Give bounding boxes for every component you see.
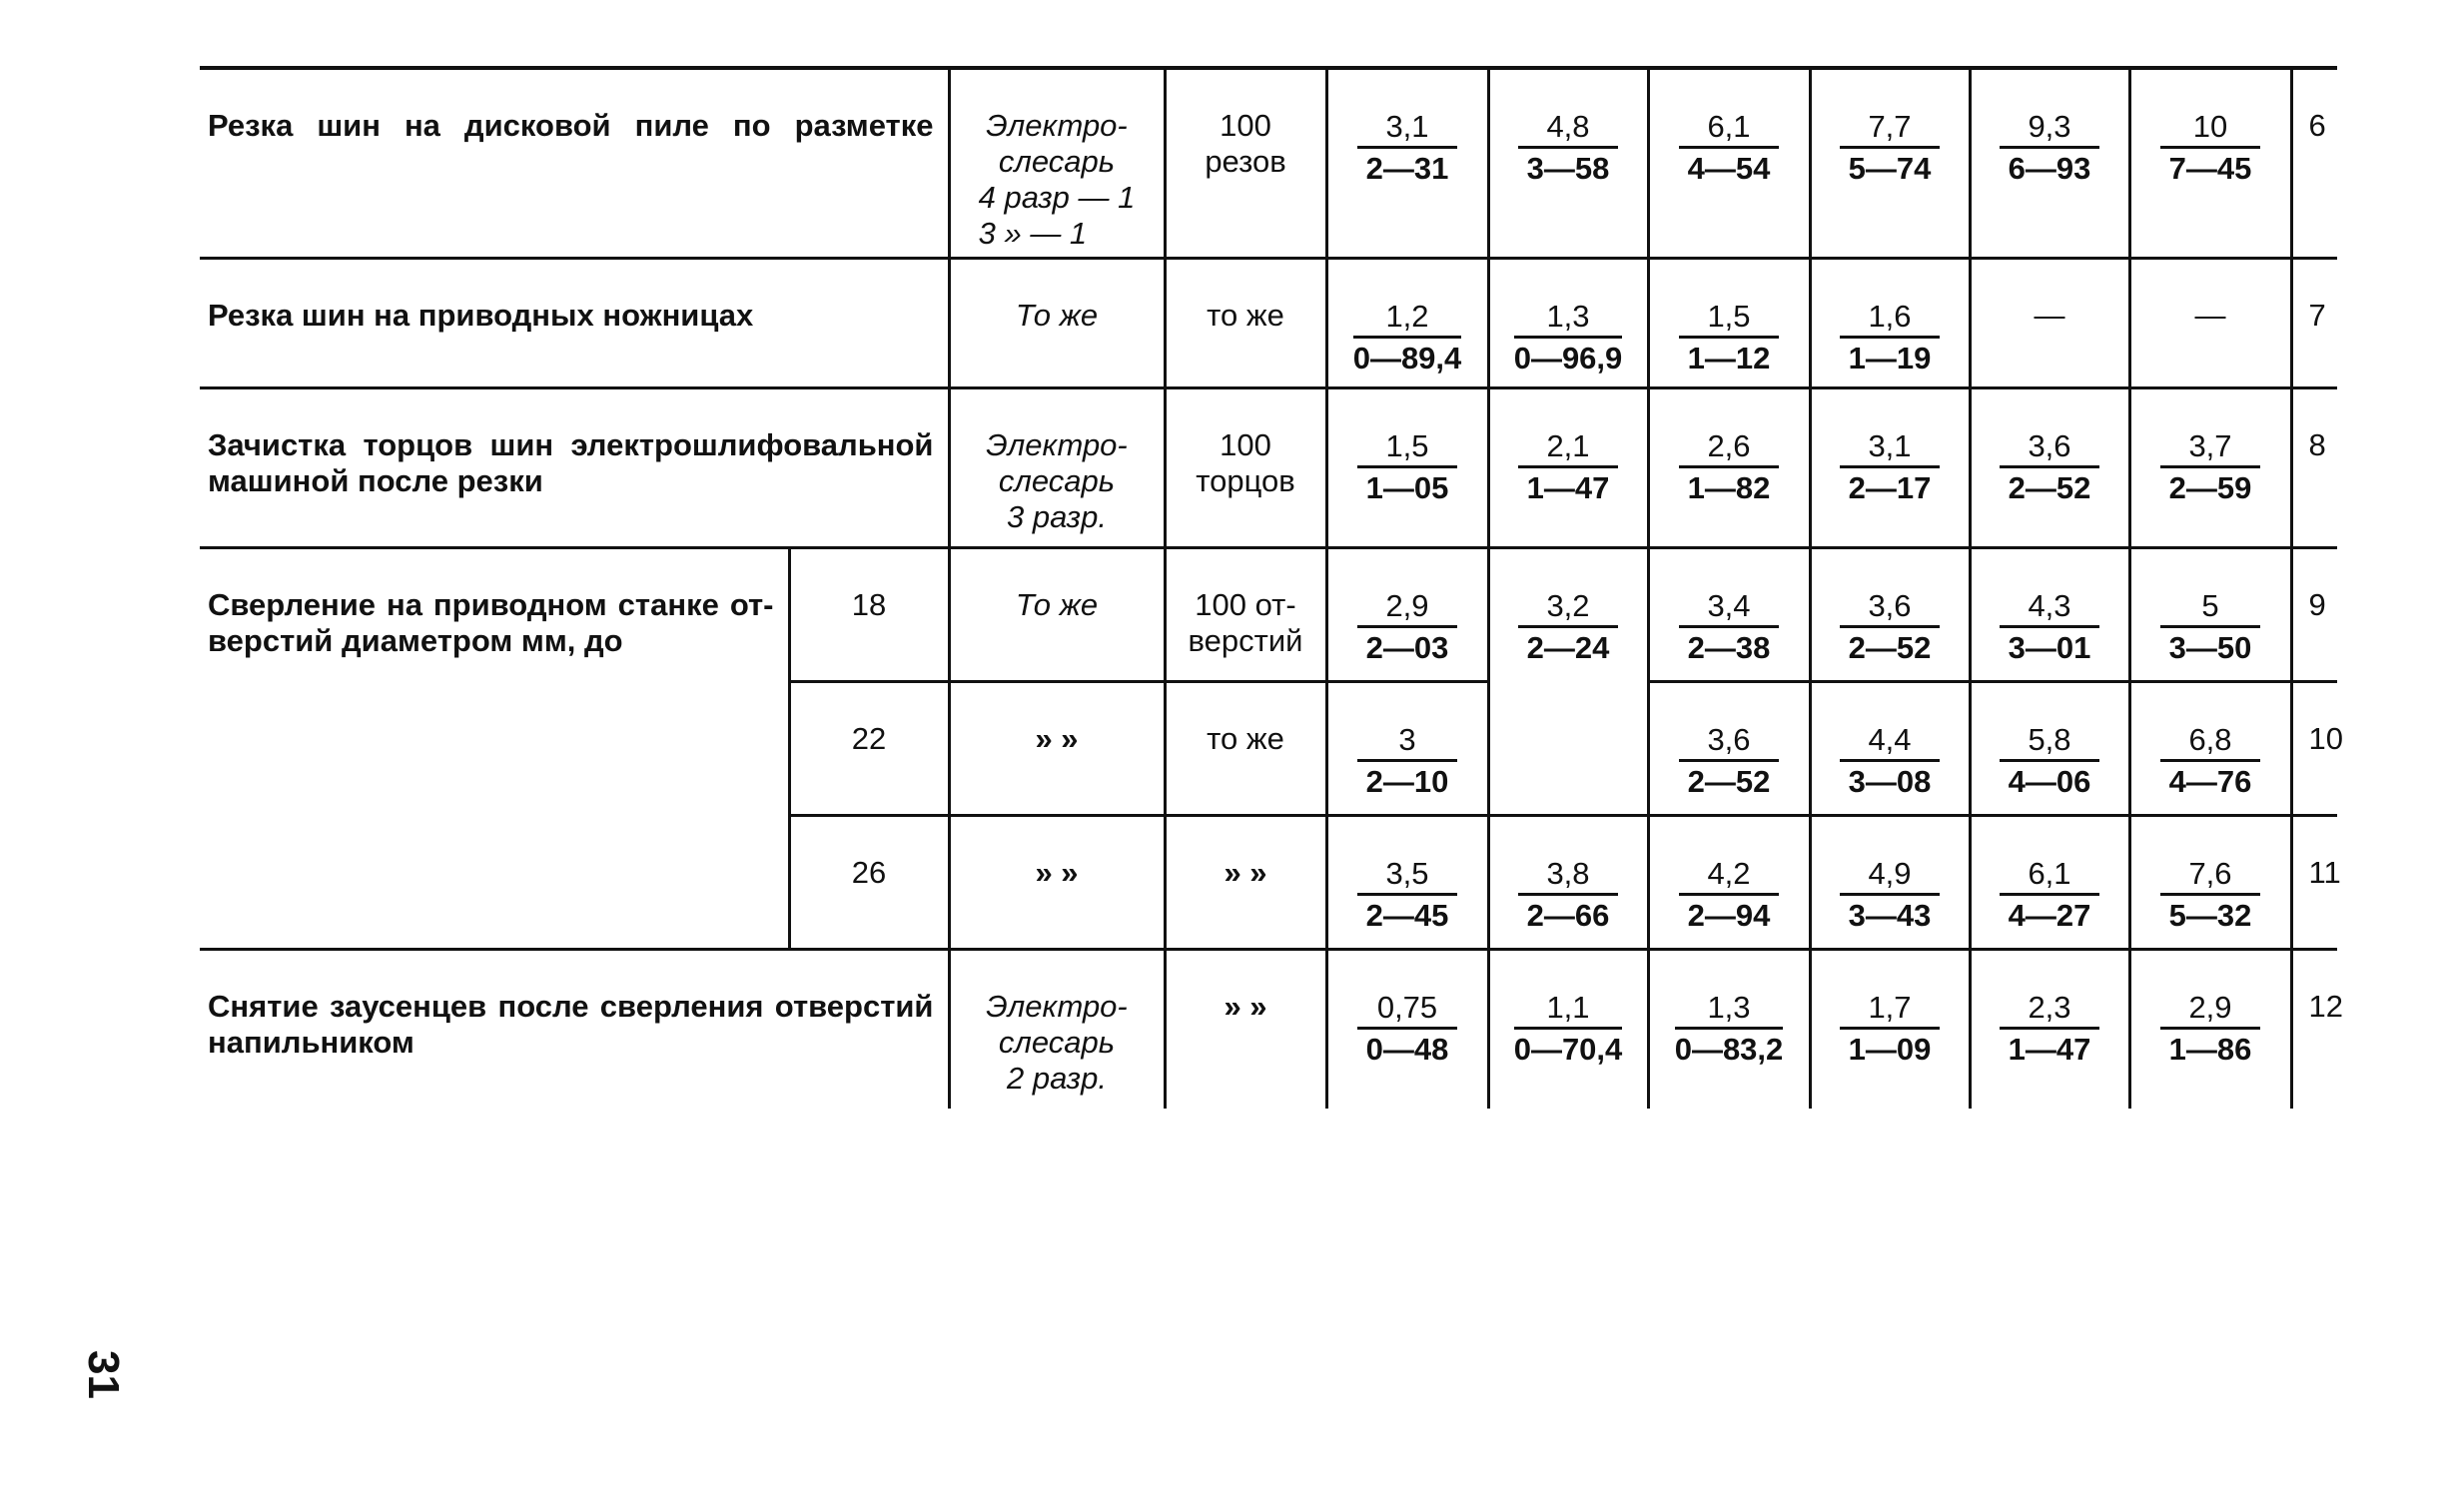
norm-value: $\frac{2,9}{1—86}$	[2129, 949, 2291, 1109]
norm-value: $\frac{1,7}{1—09}$	[1810, 949, 1970, 1109]
unit-of-measure: то же	[1165, 681, 1326, 815]
unit-of-measure: 100 резов	[1165, 68, 1326, 258]
norm-value: $\frac{4,4}{3—08}$	[1810, 681, 1970, 815]
norm-value: $\frac{5}{3—50}$	[2129, 547, 2291, 681]
norm-value: $\frac{10}{7—45}$	[2129, 68, 2291, 258]
diameter-value: 18	[789, 547, 949, 681]
norm-value: $\frac{5,8}{4—06}$	[1970, 681, 2129, 815]
norm-value: $\frac{2,1}{1—47}$	[1488, 387, 1648, 547]
worker-category: Электро- слесарь 4 разр — 1 3 » — 1	[949, 68, 1165, 258]
norm-value: $\frac{4,2}{2—94}$	[1648, 815, 1810, 949]
work-description: Сверление на приводном станке от-верстий диаметром мм, до	[200, 547, 789, 949]
worker-category: Электро- слесарь 3 разр.	[949, 387, 1165, 547]
row-number: 8	[2291, 387, 2337, 547]
norm-value: $\frac{1,3}{0—96,9}$	[1488, 258, 1648, 387]
norm-value: $\frac{7,7}{5—74}$	[1810, 68, 1970, 258]
worker-category: Электро- слесарь 2 разр.	[949, 949, 1165, 1109]
row-number: 6	[2291, 68, 2337, 258]
unit-of-measure: то же	[1165, 258, 1326, 387]
norm-value: $\frac{3,2}{2—24}$	[1488, 547, 1648, 815]
norm-value: $\frac{7,6}{5—32}$	[2129, 815, 2291, 949]
norm-value: $\frac{4,8}{3—58}$	[1488, 68, 1648, 258]
table-row	[200, 949, 2337, 1109]
work-description: Резка шин на дисковой пиле по разметке	[200, 68, 949, 258]
table-row	[200, 547, 2337, 681]
norm-value: $\frac{1,3}{0—83,2}$	[1648, 949, 1810, 1109]
row-number: 9	[2291, 547, 2337, 681]
unit-of-measure: 100 от- верстий	[1165, 547, 1326, 681]
unit-of-measure: » »	[1165, 815, 1326, 949]
norm-value: $\frac{3,8}{2—66}$	[1488, 815, 1648, 949]
norm-value: $\frac{3,7}{2—59}$	[2129, 387, 2291, 547]
table-row	[200, 258, 2337, 387]
diameter-value: 22	[789, 681, 949, 815]
norm-value: $\frac{9,3}{6—93}$	[1970, 68, 2129, 258]
row-number: 11	[2291, 815, 2337, 949]
unit-of-measure: 100 торцов	[1165, 387, 1326, 547]
unit-of-measure: » »	[1165, 949, 1326, 1109]
norm-value: $\frac{0,75}{0—48}$	[1326, 949, 1488, 1109]
worker-category: То же	[949, 547, 1165, 681]
norm-value-empty: —	[2129, 258, 2291, 387]
norm-value: $\frac{1,5}{1—05}$	[1326, 387, 1488, 547]
norm-value: $\frac{2,9}{2—03}$	[1326, 547, 1488, 681]
table-row	[200, 68, 2337, 258]
worker-category: То же	[949, 258, 1165, 387]
worker-category: » »	[949, 815, 1165, 949]
norm-value: $\frac{6,1}{4—54}$	[1648, 68, 1810, 258]
norm-value: $\frac{4,9}{3—43}$	[1810, 815, 1970, 949]
norm-value: $\frac{3,1}{2—17}$	[1810, 387, 1970, 547]
norm-value: $\frac{2,6}{1—82}$	[1648, 387, 1810, 547]
norm-value: $\frac{3,5}{2—45}$	[1326, 815, 1488, 949]
page-number: 31	[79, 1350, 128, 1399]
table-row	[200, 387, 2337, 547]
diameter-value: 26	[789, 815, 949, 949]
norm-value: $\frac{6,8}{4—76}$	[2129, 681, 2291, 815]
norm-value: $\frac{6,1}{4—27}$	[1970, 815, 2129, 949]
worker-category: » »	[949, 681, 1165, 815]
norm-value: $\frac{2,3}{1—47}$	[1970, 949, 2129, 1109]
row-number: 7	[2291, 258, 2337, 387]
norm-value: $\frac{3,6}{2—52}$	[1970, 387, 2129, 547]
norm-value: $\frac{3,4}{2—38}$	[1648, 547, 1810, 681]
norms-table	[200, 66, 2343, 1109]
norm-value-empty: —	[1970, 258, 2129, 387]
work-description: Снятие заусенцев после сверления отверстий напильником	[200, 949, 949, 1109]
norm-value: $\frac{3,6}{2—52}$	[1648, 681, 1810, 815]
row-number: 12	[2291, 949, 2337, 1109]
norm-value: $\frac{3,1}{2—31}$	[1326, 68, 1488, 258]
work-description: Резка шин на приводных ножницах	[200, 258, 949, 387]
norm-value: $\frac{3}{2—10}$	[1326, 681, 1488, 815]
norm-value: $\frac{3,6}{2—52}$	[1810, 547, 1970, 681]
row-number: 10	[2291, 681, 2337, 815]
work-description: Зачистка торцов шин электрошлифовальной машиной после резки	[200, 387, 949, 547]
norm-value: $\frac{4,3}{3—01}$	[1970, 547, 2129, 681]
norm-value: $\frac{1,6}{1—19}$	[1810, 258, 1970, 387]
norm-value: $\frac{1,5}{1—12}$	[1648, 258, 1810, 387]
norm-value: $\frac{1,2}{0—89,4}$	[1326, 258, 1488, 387]
norm-value: $\frac{1,1}{0—70,4}$	[1488, 949, 1648, 1109]
